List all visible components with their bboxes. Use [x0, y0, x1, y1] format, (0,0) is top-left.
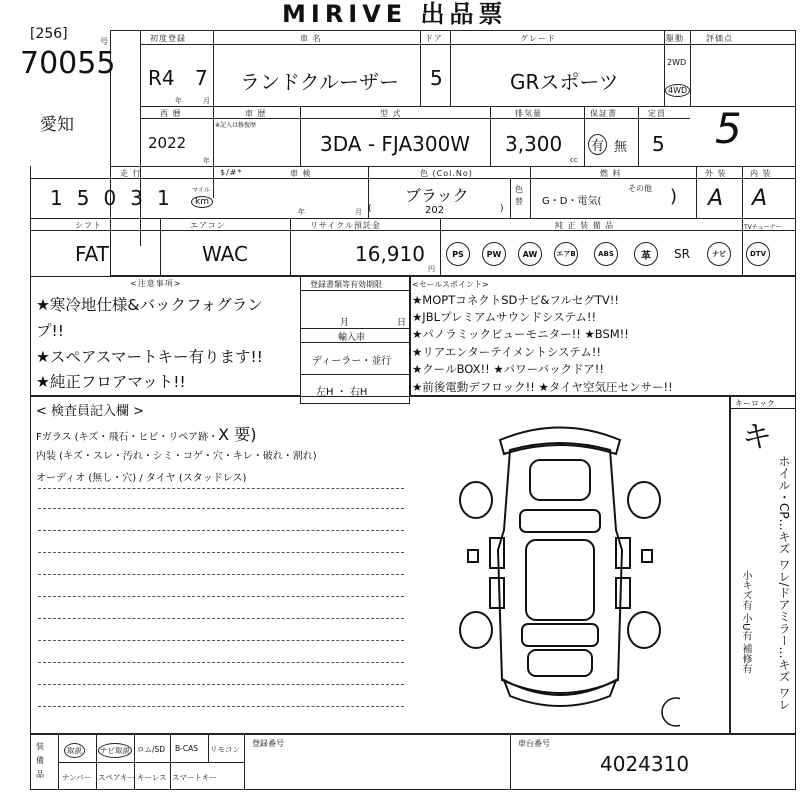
note-line: ★純正フロアマット!!: [36, 373, 186, 391]
warranty-yes: 有: [588, 134, 607, 155]
key-lock-mark: キ: [742, 420, 772, 455]
history-note: ※記入は修復歴: [215, 122, 257, 129]
inspect-interior: 内装 (キズ・スレ・汚れ・シミ・コゲ・穴・キレ・破れ・割れ): [36, 451, 317, 462]
lot-number-label: 号: [100, 37, 108, 46]
door-count: 5: [430, 66, 443, 90]
shift-value: FAT: [75, 242, 110, 266]
label-first-reg: 初度登録: [150, 34, 186, 43]
acc-rom-sd: ロム/SD: [137, 745, 166, 754]
mirror-left: [468, 550, 478, 562]
label-fuel: 燃 料: [600, 169, 622, 178]
first-reg-month: 7: [195, 66, 208, 90]
door-right-rear: [616, 578, 630, 608]
sales-point: ★パノラミックビューモニター!! ★BSM!!: [412, 327, 629, 341]
label-tuner: TVチューナー: [744, 224, 782, 231]
wheel-front-left: [460, 482, 492, 518]
door-left-front: [490, 538, 504, 568]
roof-panel: [526, 540, 594, 620]
sales-title: <セールスポイント>: [412, 280, 489, 289]
acc-spare-key: スペアキー: [98, 773, 136, 782]
label-model: 型 式: [380, 109, 402, 118]
label-interior: 内 装: [750, 169, 772, 178]
score-value: 5: [715, 104, 742, 153]
inspect-glass-mark: X 要): [218, 425, 257, 444]
drive-4wd: 4WD: [665, 84, 690, 97]
equip-leather-badge: 革: [634, 242, 658, 266]
label-displacement: 排気量: [515, 109, 542, 118]
acc-number: ナンバー: [62, 773, 92, 782]
mileage-digit: 1: [156, 186, 184, 210]
sales-point: ★JBLプレミアムサウンドシステム!!: [412, 310, 597, 324]
label-mileage: 走 行: [120, 169, 142, 178]
mileage-digit: 0: [103, 186, 131, 210]
inspect-audio-tire: オーディオ (無し・穴) / タイヤ (スタッドレス): [36, 473, 247, 484]
lot-number: 70055: [20, 46, 116, 81]
mileage-digits: [50, 186, 184, 210]
door-left-rear: [490, 578, 504, 608]
front-bumper-shape: [500, 428, 620, 455]
chassis-label: 車台番号: [518, 739, 550, 748]
lot-region: 愛知: [40, 115, 74, 135]
page-title: MIRIVE 出品票: [282, 0, 508, 28]
recycle-value: 16,910: [355, 242, 425, 266]
car-name: ランドクルーザー: [240, 70, 399, 94]
fuel-close: ): [670, 186, 678, 207]
reg-doc-month: 月: [340, 318, 350, 328]
inspector-title: < 検査員記入欄 >: [36, 404, 145, 419]
fuel-types: G・D・電気(: [542, 196, 602, 207]
equip-sunroof: SR: [674, 247, 690, 261]
label-color: 色 (Col.No): [420, 169, 473, 178]
accessories-label: 装備品: [36, 742, 44, 779]
label-aircon: エアコン: [190, 221, 226, 230]
chassis-number: 4024310: [600, 752, 690, 776]
unit-yen: 円: [428, 265, 435, 273]
wheel-front-right: [628, 482, 660, 518]
acc-bcas: B-CAS: [175, 744, 198, 753]
side-legend: ホイル・CP…キズ ワレ/ドアミラー…キズ ワレ: [777, 455, 791, 711]
label-dollar-km: $/#*: [220, 168, 243, 177]
acc-remote: リモコン: [210, 745, 240, 754]
spare-tire-circle: [662, 698, 680, 726]
steering-side: 左H ・ 右H: [316, 387, 368, 398]
unit-year: 年: [175, 97, 182, 105]
reg-no-label: 登録番号: [252, 739, 284, 748]
capacity-value: 5: [652, 132, 665, 156]
key-lock-label: キーロック: [735, 399, 775, 408]
wheel-rear-right: [628, 612, 660, 648]
body-outline: [498, 443, 622, 693]
rear-glass-shape: [522, 624, 598, 646]
note-line: ★スペアスマートキー有ります!!: [36, 348, 263, 366]
drive-2wd: 2WD: [667, 58, 687, 67]
acc-navi-manual: ナビ取説: [98, 743, 132, 758]
equip-navi-badge: ナビ: [707, 242, 731, 266]
equip-dtv-badge: DTV: [746, 242, 770, 266]
color-change-label: 色替: [515, 185, 523, 206]
color-no-close: ): [500, 204, 504, 214]
windshield-shape: [520, 510, 600, 532]
color-no-open: (: [368, 204, 372, 214]
fuel-other: その他: [628, 184, 652, 193]
sales-point: ★リアエンターテイメントシステム!!: [412, 345, 601, 359]
reg-doc-title: 登録書類等有効期限: [310, 280, 382, 289]
label-car-name: 車 名: [300, 34, 322, 43]
mirror-right: [642, 550, 652, 562]
label-capacity: 定員: [648, 109, 666, 118]
label-grade: グレード: [520, 34, 556, 43]
label-exterior: 外 装: [705, 169, 727, 178]
mileage-digit: 5: [76, 186, 104, 210]
label-history: 車 歴: [245, 109, 267, 118]
note-line: プ!!: [36, 322, 64, 340]
color-no: 202: [425, 205, 445, 216]
acc-keyless: キーレス: [137, 773, 167, 782]
sales-point: ★前後電動デフロック!! ★タイヤ空気圧センサー!!: [412, 380, 673, 394]
interior-grade: A: [752, 186, 768, 211]
car-damage-diagram: [440, 410, 680, 730]
label-inspection: 車 検: [290, 169, 312, 178]
label-doors: ドア: [425, 34, 443, 43]
mileage-unit-miles: マイル: [192, 187, 210, 194]
wheel-rear-left: [460, 612, 492, 648]
label-drive: 駆動: [666, 34, 684, 43]
unit-year-ad: 年: [203, 157, 210, 165]
side-legend-2: 小キズ有 小U有 補修有: [740, 570, 751, 674]
grade: GRスポーツ: [510, 70, 619, 94]
model-year: 2022: [148, 134, 187, 152]
unit-inspection-month: 月: [355, 208, 362, 216]
import-type: ディーラー・並行: [312, 356, 392, 367]
equip-ps-badge: PS: [446, 242, 470, 266]
trunk-panel: [528, 650, 592, 676]
warranty-no: 無: [614, 140, 628, 155]
mileage-unit-km: km: [191, 196, 213, 208]
inspect-glass-label: Fガラス (キズ・飛石・ヒビ・リペア跡・: [36, 432, 219, 443]
sales-point: ★クールBOX!! ★パワーバックドア!!: [412, 362, 604, 376]
equip-airbag-badge: エアB: [554, 242, 578, 266]
note-line: ★寒冷地仕様&バックフォグラン: [36, 296, 263, 314]
equip-abs-badge: ABS: [594, 242, 618, 266]
import-title: 輸入車: [338, 333, 366, 343]
acc-smart-key: スマートキー: [172, 773, 217, 782]
door-right-front: [616, 538, 630, 568]
label-equipment: 純 正 装 備 品: [555, 221, 615, 230]
unit-inspection-year: 年: [298, 208, 305, 216]
label-recycle: リサイクル預託金: [310, 221, 381, 230]
inspect-glass: [36, 422, 256, 445]
model-code: 3DA - FJA300W: [320, 132, 471, 156]
label-score: 評価点: [706, 34, 733, 43]
first-reg-era: R4: [148, 66, 175, 90]
label-year-ad: 西 暦: [160, 109, 182, 118]
acc-manual: 取説: [64, 743, 85, 758]
mileage-digit: 3: [130, 186, 157, 210]
label-shift: シフト: [75, 221, 102, 230]
sales-point: ★MOPTコネクトSDナビ&フルセグTV!!: [412, 293, 620, 307]
lot-bracket-number: [256]: [30, 26, 68, 42]
exterior-grade: A: [708, 186, 724, 211]
reg-doc-day: 日: [397, 318, 407, 328]
color-name: ブラック: [405, 186, 469, 205]
displacement-value: 3,300: [505, 132, 563, 156]
label-warranty: 保証書: [590, 109, 617, 118]
aircon-value: WAC: [202, 242, 248, 266]
notes-title: <注意事項>: [130, 279, 182, 288]
unit-cc: cc: [570, 156, 578, 164]
equip-aw-badge: AW: [518, 242, 542, 266]
equip-pw-badge: PW: [482, 242, 506, 266]
mileage-digit: 1: [50, 186, 77, 210]
hood-panel: [530, 460, 590, 500]
unit-month: 月: [203, 97, 210, 105]
